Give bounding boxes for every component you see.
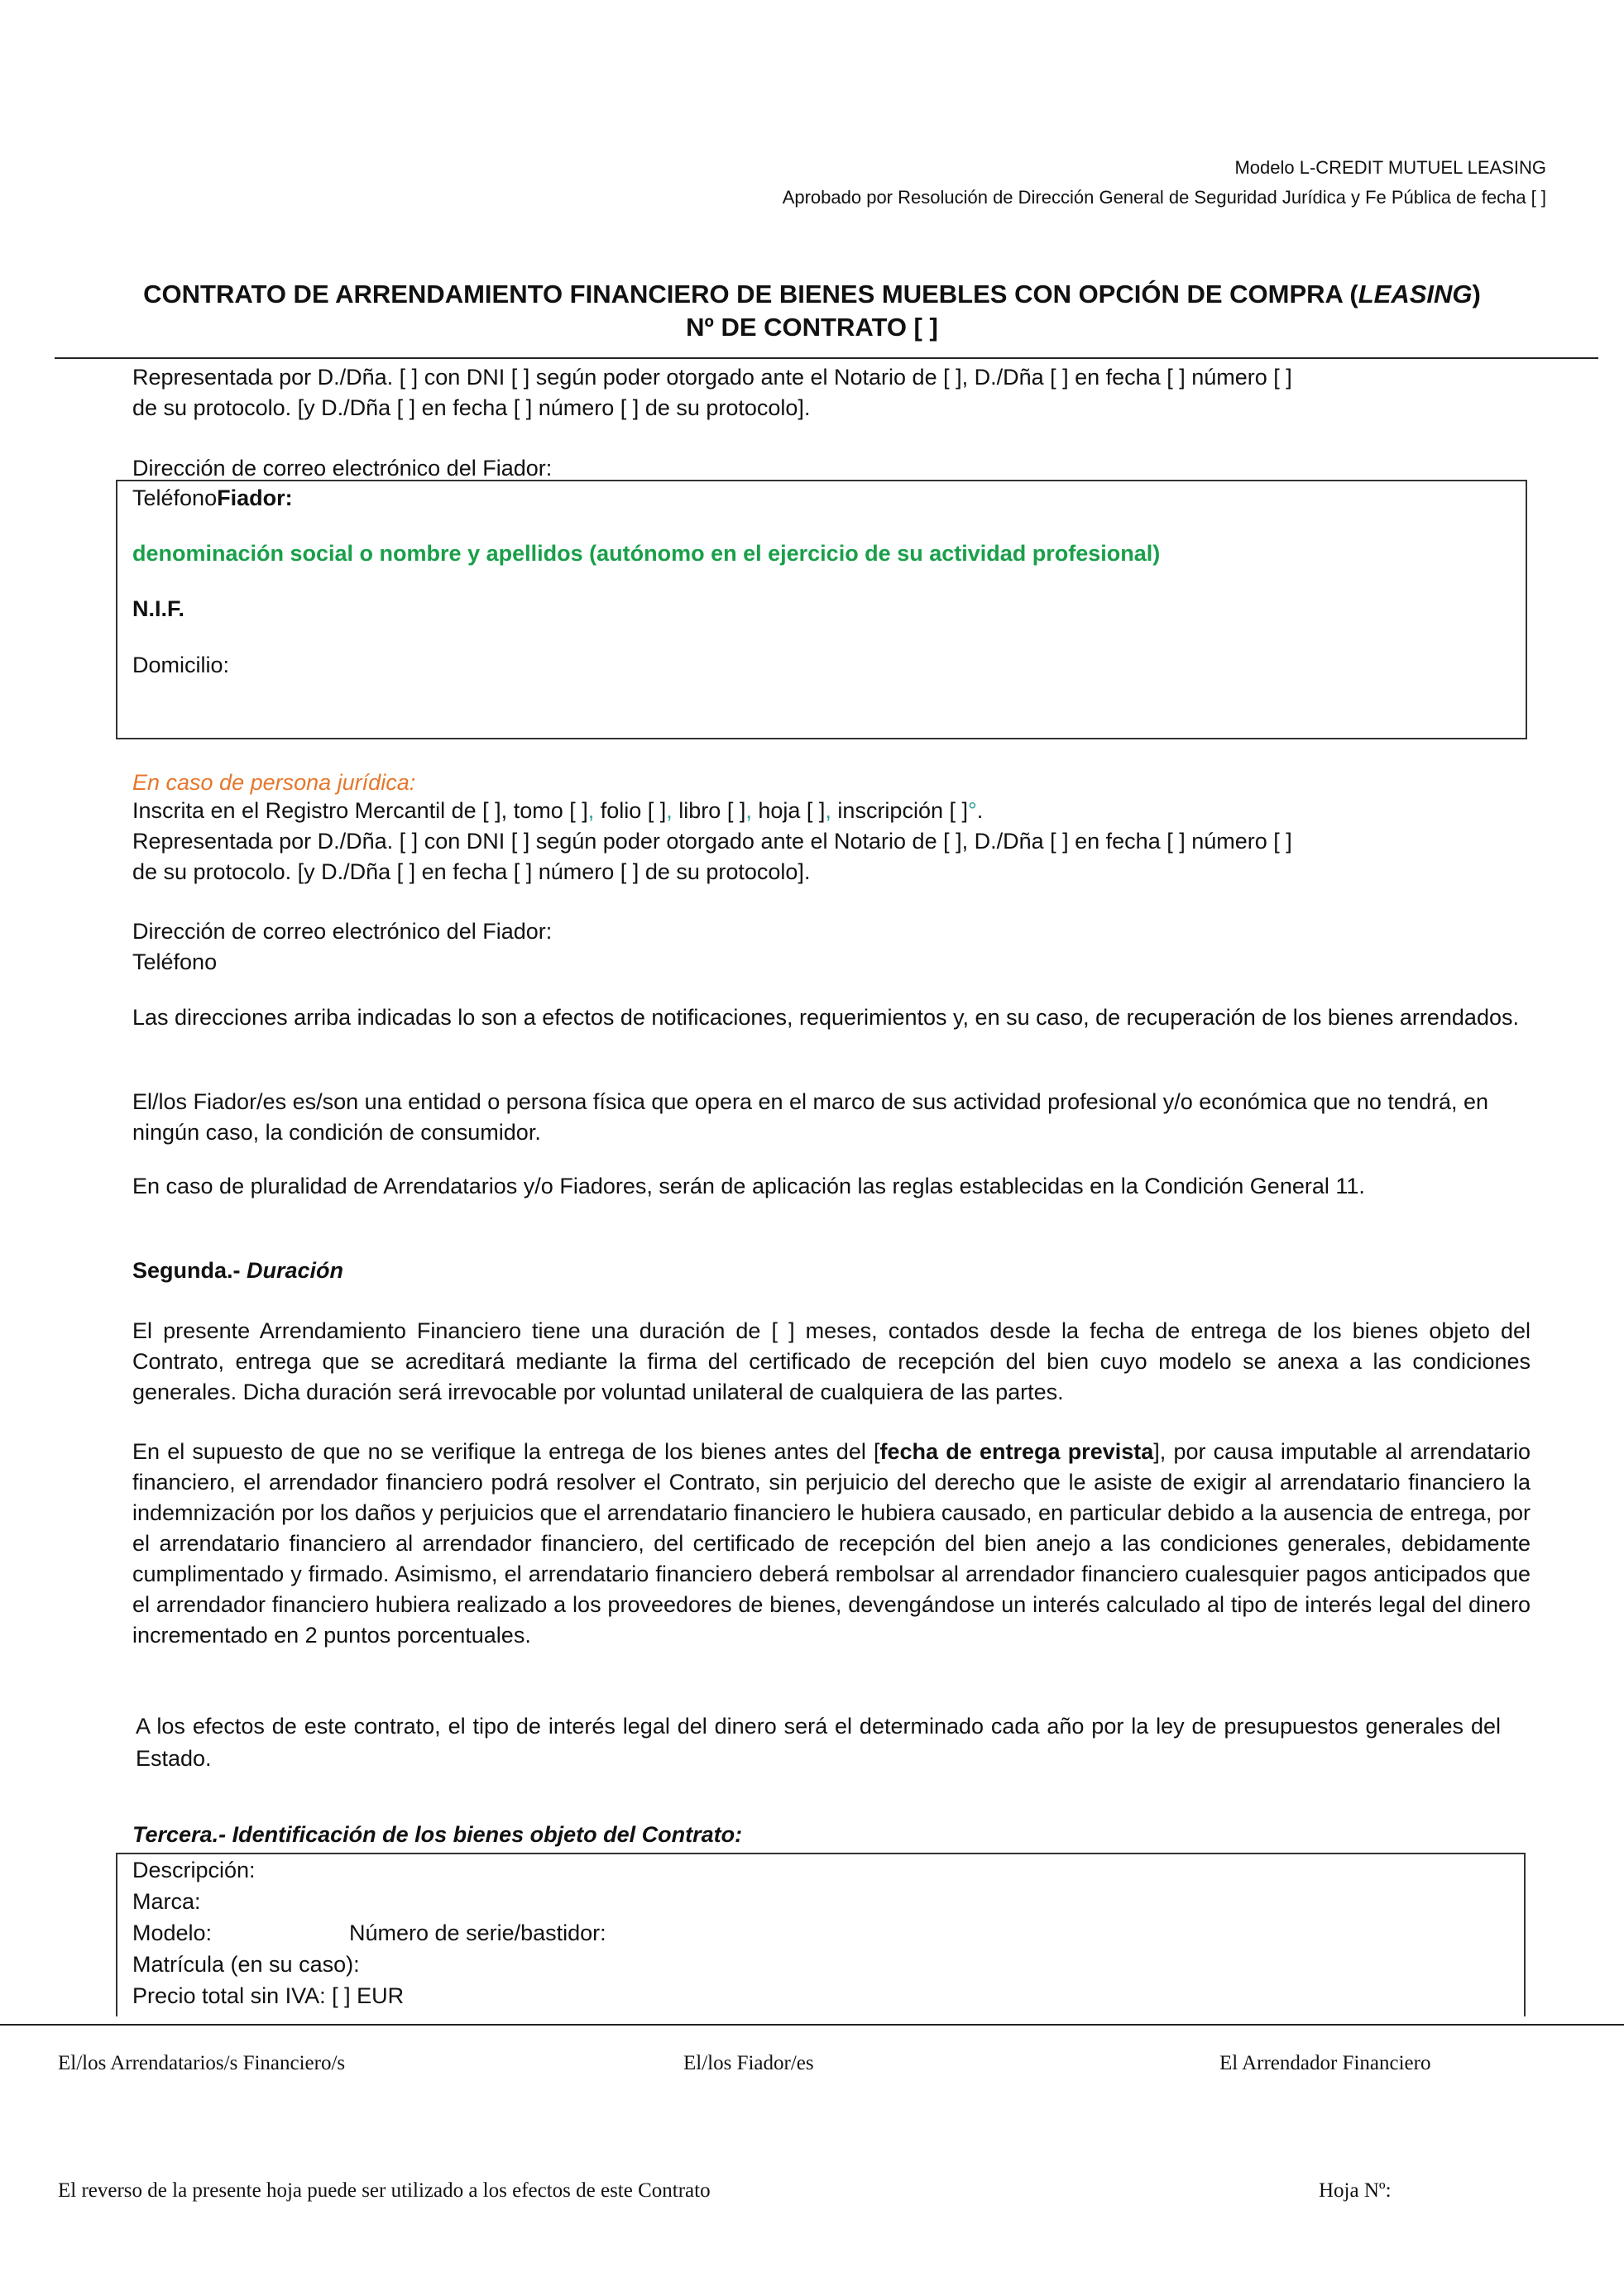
marca-label: Marca: xyxy=(132,1889,201,1914)
entrega-date-placeholder: fecha de entrega prevista xyxy=(879,1439,1154,1464)
entrega-text: ], por causa imputable al arrendatario financiero, el arrendador financiero podrá resolver el Contrato, sin perjuicio del derecho que le asiste de exigir al arrendatario financiero la indemnización por los daños y perjuicios que el arrendatario financiero le hubiera causado, en particular debido a la ausencia de entrega, por el arrendatario financiero al arrendador financiero, del certificado de recepción del bien anejo a las condiciones generales, debidamente cumplimentado y firmado. Asimismo, el arrendatario financiero deberá rembolsar al arrendador financiero cualesquier pagos anticipados que el arrendador financiero hubiera realizado a los proveedores de bienes, devengándose un interés calculado al tipo de interés legal del dinero incrementado en 2 puntos porcentuales. xyxy=(132,1439,1531,1648)
entrega-paragraph xyxy=(132,1437,1531,1651)
entrega-text: En el supuesto de que no se verifique la entrega de los bienes antes del [ xyxy=(132,1439,880,1464)
duracion-paragraph: El presente Arrendamiento Financiero tiene una duración de [ ] meses, contados desde la fecha de entrega de los bienes objeto del Contrato, entrega que se acreditará mediante la firma del certificado de recepción del bien cuyo modelo se anexa a las condiciones generales. Dicha duración será irrevocable por voluntad unilateral de cualquiera de las partes. xyxy=(132,1318,1531,1404)
registro-comma: , xyxy=(825,798,831,823)
segunda-title: Duración xyxy=(247,1258,344,1283)
registro-folio: folio [ ] xyxy=(594,798,667,823)
descripcion-label: Descripción: xyxy=(132,1858,256,1882)
registro-period: . xyxy=(976,798,984,823)
registro-comma: , xyxy=(745,798,752,823)
approval-note: Aprobado por Resolución de Dirección General de Seguridad Jurídica y Fe Pública de fecha [ ] xyxy=(782,187,1546,208)
fiador-name-hint: denominación social o nombre y apellidos (autónomo en el ejercicio de su actividad profesional) xyxy=(132,541,1161,566)
addresses-paragraph: Las direcciones arriba indicadas lo son a efectos de notificaciones, requerimientos y, en su caso, de recuperación de los bienes arrendados. xyxy=(132,1005,1519,1030)
signature-fiadores: El/los Fiador/es xyxy=(683,2052,814,2074)
consumer-paragraph: El/los Fiador/es es/son una entidad o persona física que opera en el marco de sus actividad profesional y/o económica que no tendrá, en ningún caso, la condición de consumidor. xyxy=(132,1089,1489,1145)
representation-line: Representada por D./Dña. [ ] con DNI [ ] según poder otorgado ante el Notario de [ ], D./Dña [ ] en fecha [ ] número [ ] xyxy=(132,365,1292,390)
registro-inscripcion: inscripción [ ] xyxy=(831,798,968,823)
fiador-email-label: Dirección de correo electrónico del Fiador: xyxy=(132,919,553,944)
signature-arrendatarios: El/los Arrendatarios/s Financiero/s xyxy=(58,2052,346,2074)
title-suffix: ) xyxy=(1472,280,1481,309)
bienes-box-top xyxy=(116,1853,1526,1854)
precio-label: Precio total sin IVA: [ ] EUR xyxy=(132,1983,405,2008)
footer-divider xyxy=(0,2024,1624,2026)
title-italic: LEASING xyxy=(1358,280,1473,309)
tercera-heading xyxy=(132,1820,1531,1850)
modelo-label: Modelo: xyxy=(132,1921,213,1945)
interes-paragraph: A los efectos de este contrato, el tipo de interés legal del dinero será el determinado cada año por la ley de presupuestos generales del Estado. xyxy=(136,1714,1501,1771)
tercera-title: Identificación de los bienes objeto del Contrato: xyxy=(232,1822,743,1847)
juridica-heading: En caso de persona jurídica: xyxy=(132,770,416,795)
phone-label: Teléfono xyxy=(132,486,218,510)
title-divider xyxy=(55,357,1598,359)
model-label: Modelo L-CREDIT MUTUEL LEASING xyxy=(1234,157,1546,178)
registro-comma: , xyxy=(587,798,595,823)
fiador-email-label: Dirección de correo electrónico del Fiador: xyxy=(132,456,553,481)
fiador-phone-label: Teléfono xyxy=(132,949,218,974)
contract-number: Nº DE CONTRATO [ ] xyxy=(686,313,938,342)
fiador-label: Fiador: xyxy=(217,486,293,510)
contract-title xyxy=(0,278,1624,311)
modelo-line xyxy=(132,1918,1531,1949)
title-text: CONTRATO DE ARRENDAMIENTO FINANCIERO DE BIENES MUEBLES CON OPCIÓN DE COMPRA ( xyxy=(143,280,1358,309)
registro-hoja: hoja [ ] xyxy=(751,798,826,823)
representation-line: de su protocolo. [y D./Dña [ ] en fecha [ ] número [ ] de su protocolo]. xyxy=(132,859,811,884)
nif-label: N.I.F. xyxy=(132,596,185,621)
segunda-label: Segunda.- xyxy=(132,1258,247,1283)
matricula-label: Matrícula (en su caso): xyxy=(132,1952,360,1977)
registro-line xyxy=(132,796,1531,826)
representation-line: de su protocolo. [y D./Dña [ ] en fecha [ ] número [ ] de su protocolo]. xyxy=(132,395,811,420)
registro-degree: ° xyxy=(967,798,977,823)
tercera-label: Tercera.- xyxy=(132,1822,232,1847)
segunda-heading xyxy=(132,1256,1531,1286)
signature-arrendador: El Arrendador Financiero xyxy=(1219,2052,1431,2074)
representation-line: Representada por D./Dña. [ ] con DNI [ ] según poder otorgado ante el Notario de [ ], D./Dña [ ] en fecha [ ] número [ ] xyxy=(132,829,1292,854)
registro-tomo: Inscrita en el Registro Mercantil de [ ], tomo [ ] xyxy=(132,798,588,823)
serie-label: Número de serie/bastidor: xyxy=(349,1921,606,1945)
registro-libro: libro [ ] xyxy=(672,798,746,823)
reverso-note: El reverso de la presente hoja puede ser utilizado a los efectos de este Contrato xyxy=(58,2179,711,2202)
registro-comma: , xyxy=(666,798,673,823)
bienes-box-left xyxy=(116,1853,117,2016)
fiador-phone-line xyxy=(132,483,1531,514)
page-number-label: Hoja Nº: xyxy=(1319,2179,1392,2202)
plurality-paragraph: En caso de pluralidad de Arrendatarios y/o Fiadores, serán de aplicación las reglas establecidas en la Condición General 11. xyxy=(132,1174,1365,1198)
domicilio-label: Domicilio: xyxy=(132,653,230,677)
